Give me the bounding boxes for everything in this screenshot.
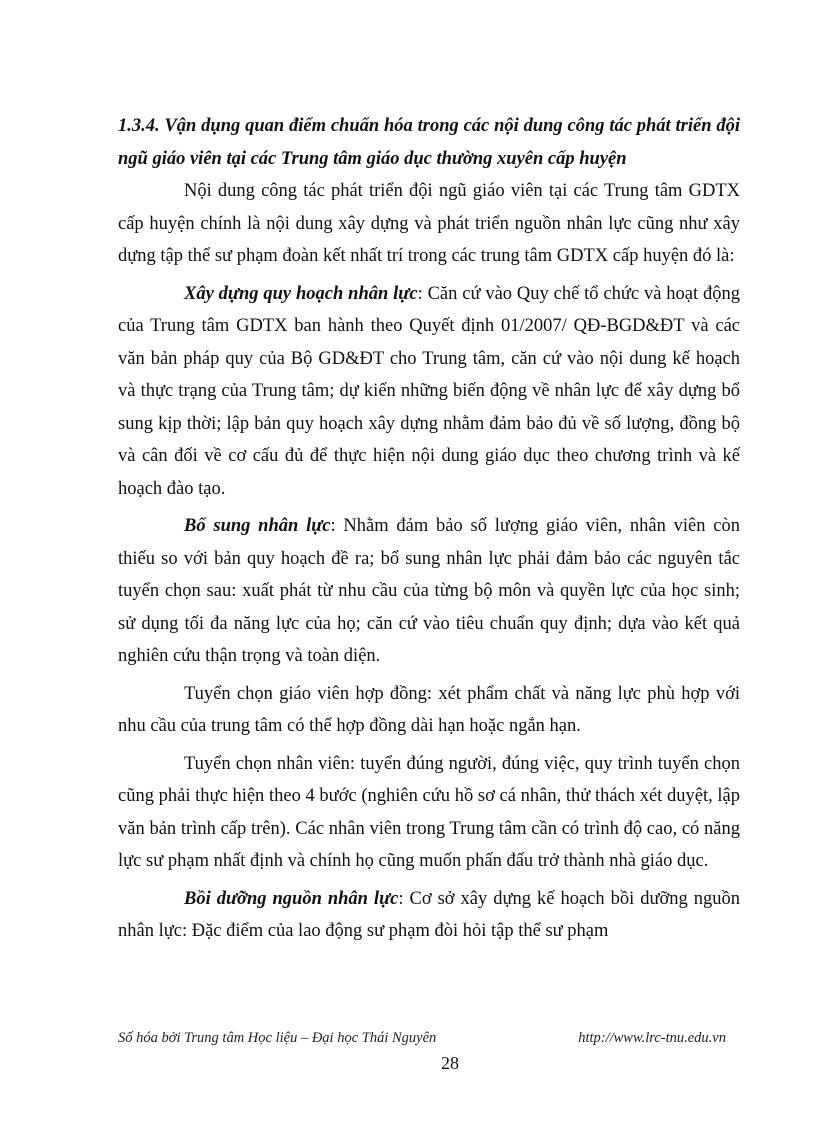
paragraph-training bbox=[118, 883, 740, 948]
page-footer bbox=[118, 1030, 740, 1047]
paragraph-supplement bbox=[118, 510, 740, 673]
paragraph-lead: Xây dựng quy hoạch nhân lực bbox=[184, 283, 418, 304]
footer-url: http://www.lrc-tnu.edu.vn bbox=[578, 1030, 726, 1046]
page-number: 28 bbox=[441, 1053, 459, 1073]
paragraph-text: Nội dung công tác phát triển đội ngũ giáo viên tại các Trung tâm GDTX cấp huyện chính là nội dung xây dựng và phát triển nguồn nhân lực cũng như xây dựng tập thể sư phạm đoàn kết nhất trí trong các trung tâm GDTX cấp huyện đó là: bbox=[118, 181, 740, 266]
paragraph-lead: Bồi dưỡng nguồn nhân lực bbox=[184, 888, 399, 909]
paragraph-intro bbox=[118, 175, 740, 273]
footer-source: Số hóa bởi Trung tâm Học liệu – Đại học Thái Nguyên bbox=[118, 1030, 437, 1046]
paragraph-text: : Cơ sở xây dựng kế hoạch bồi dưỡng nguồn nhân lực: Đặc điểm của lao động sư phạm đòi hỏi tập thể sư phạm bbox=[118, 888, 740, 941]
paragraph-contract-teachers bbox=[118, 678, 740, 743]
paragraph-planning bbox=[118, 278, 740, 506]
page-content bbox=[118, 108, 740, 948]
section-heading: 1.3.4. Vận dụng quan điểm chuẩn hóa trong các nội dung công tác phát triển đội ngũ giáo viên tại các Trung tâm giáo dục thường xuyên cấp huyện bbox=[118, 116, 740, 169]
paragraph-text: Tuyển chọn giáo viên hợp đồng: xét phẩm chất và năng lực phù hợp với nhu cầu của trung tâm có thể hợp đồng dài hạn hoặc ngắn hạn. bbox=[118, 683, 740, 736]
paragraph-text: Tuyển chọn nhân viên: tuyển đúng người, đúng việc, quy trình tuyển chọn cũng phải thực hiện theo 4 bước (nghiên cứu hồ sơ cá nhân, thử thách xét duyệt, lập văn bản trình cấp trên). Các nhân viên trong Trung tâm cần có trình độ cao, có năng lực sư phạm nhất định và chính họ cũng muốn phấn đấu trở thành nhà giáo dục. bbox=[118, 753, 740, 871]
paragraph-lead: Bổ sung nhân lực bbox=[184, 516, 331, 536]
paragraph-text: : Căn cứ vào Quy chế tổ chức và hoạt động của Trung tâm GDTX ban hành theo Quyết định 01/2007/ QĐ-BGD&ĐT và các văn bản pháp quy của Bộ GD&ĐT cho Trung tâm, căn cứ vào nội dung kế hoạch và thực trạng của Trung tâm; dự kiến những biến động về nhân lực để xây dựng bổ sung kịp thời; lập bản quy hoạch xây dựng nhằm đảm bảo đủ về số lượng, đồng bộ và cân đối về cơ cấu đủ để thực hiện nội dung giáo dục theo chương trình và kế hoạch đào tạo. bbox=[118, 283, 741, 499]
paragraph-text: : Nhằm đảm bảo số lượng giáo viên, nhân viên còn thiếu so với bản quy hoạch đề ra; bổ sung nhân lực phải đảm bảo các nguyên tắc tuyển chọn sau: xuất phát từ nhu cầu của từng bộ môn và quyền lực của học sinh; sử dụng tối đa năng lực của họ; căn cứ vào tiêu chuẩn quy định; dựa vào kết quả nghiên cứu thận trọng và toàn diện. bbox=[118, 516, 740, 666]
paragraph-staff-selection bbox=[118, 748, 740, 878]
